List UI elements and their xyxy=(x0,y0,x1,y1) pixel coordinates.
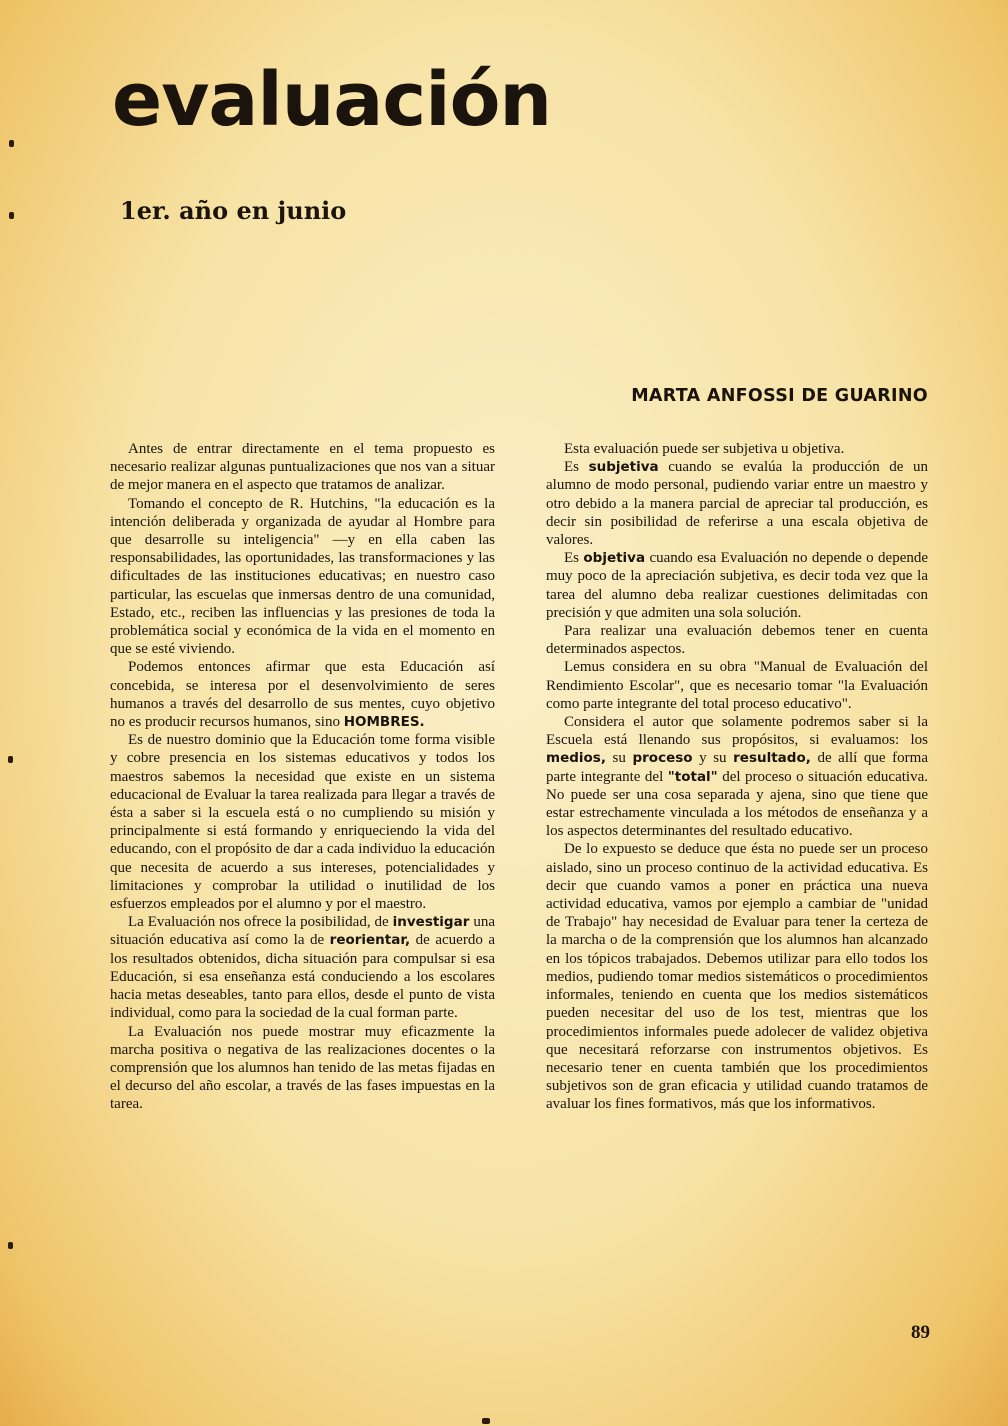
bold-term: medios, xyxy=(546,750,606,767)
page-subtitle: 1er. año en junio xyxy=(120,196,347,225)
bold-term: proceso xyxy=(632,750,693,767)
paragraph: De lo expuesto se deduce que ésta no puede ser un proceso aislado, sino un proceso continuo de la actividad educativa. Es decir que cuando vamos a poner en práctica una nueva actividad educativa, vamos por ejemplo a cambiar de "unidad de Trabajo" hay necesidad de Evaluar para tener la certeza de la marcha o de la comprensión que los alumnos han alcanzado en los tópicos trabajados. Debemos utilizar para ello todos los medios, pudiendo tomar medios sistemáticos o procedimientos informales, teniendo en cuenta que los medios sistemáticos pueden necesitar del uso de los test, mientras que los procedimientos informales puede adolecer de validez objetiva que necesitará reforzarse con instrumentos objetivos. Es necesario tener en cuenta también que los procedimientos subjetivos son de gran eficacia y utilidad cuando tratamos de avaluar los fines formativos, más que los informativos. xyxy=(546,841,928,1113)
margin-speck xyxy=(8,1242,13,1249)
paragraph: Tomando el concepto de R. Hutchins, "la educación es la intención deliberada y organizada de ayudar al Hombre para que desarrolle su inteligencia" —y en ella caben las responsabilidades, las oportunidades, las transformaciones y las dificultades de las instituciones educativas; en nuestro caso particular, las escuelas que inmersas dentro de una comunidad, Estado, etc., reciben las influencias y las presiones de toda la problemática social y económica de la vida en el momento en que se esté viviendo. xyxy=(110,495,495,658)
bold-term: HOMBRES. xyxy=(343,714,425,731)
bold-term: subjetiva xyxy=(588,459,659,476)
paragraph: La Evaluación nos ofrece la posibilidad, de investigar una situación educativa así como la de reorientar, de acuerdo a los resultados obtenidos, dicha situación para compulsar si esa Educación, si esa enseñanza está conduciendo a los escolares hacia metas deseables, tanto para ellos, desde el punto de vista individual, como para la sociedad de la cual forman parte. xyxy=(110,914,495,1022)
margin-speck xyxy=(9,212,14,219)
margin-speck xyxy=(8,756,13,763)
paragraph: Podemos entonces afirmar que esta Educación así concebida, se interesa por el desenvolvimiento de seres humanos a través del desarrollo de sus mentes, cuyo objetivo no es producir recursos humanos, sino HOMBRES. xyxy=(110,659,495,731)
bold-term: investigar xyxy=(392,914,470,931)
margin-speck xyxy=(9,140,14,147)
bold-term: reorientar, xyxy=(329,932,411,949)
left-column xyxy=(110,440,495,1114)
paragraph: Es subjetiva cuando se evalúa la producción de un alumno de modo personal, pudiendo variar entre un maestro y otro debido a la manera parcial de apreciar tal producción, es decir sin posibilidad de referirse a una escala objetiva de valores. xyxy=(546,459,928,549)
page-title: evaluación xyxy=(112,57,552,143)
margin-speck xyxy=(482,1418,490,1424)
author-name: MARTA ANFOSSI DE GUARINO xyxy=(631,386,928,406)
paragraph: Para realizar una evaluación debemos tener en cuenta determinados aspectos. xyxy=(546,623,928,658)
page-number: 89 xyxy=(911,1322,930,1343)
paragraph: Lemus considera en su obra "Manual de Evaluación del Rendimiento Escolar", que es necesario tomar "la Evaluación como parte integrante del total proceso educativo". xyxy=(546,659,928,712)
right-column xyxy=(546,440,928,1114)
bold-term: objetiva xyxy=(583,550,646,567)
bold-term: resultado, xyxy=(733,750,811,767)
paragraph: La Evaluación nos puede mostrar muy eficazmente la marcha positiva o negativa de las realizaciones docentes o la comprensión que los alumnos han tenido de las metas fijadas en el decurso del año escolar, a través de las fases impuestas en la tarea. xyxy=(110,1023,495,1113)
paragraph: Considera el autor que solamente podremos saber si la Escuela está llenando sus propósitos, si evaluamos: los medios, su proceso y su resultado, de allí que forma parte integrante del "total" del proceso o situación educativa. No puede ser una cosa separada y ajena, sino que tiene que estar estrechamente vinculada a los métodos de enseñanza y a los aspectos determinantes del resultado educativo. xyxy=(546,714,928,840)
paragraph: Es de nuestro dominio que la Educación tome forma visible y cobre presencia en los sistemas educativos y todos los maestros sabemos la necesidad que existe en un sistema educacional de Evaluar la tarea realizada para llegar a través de ésta a saber si la escuela está o no cumpliendo su misión y principalmente si está formando y enriqueciendo la vida del educando, con el propósito de dar a cada individuo la educación que necesita de acuerdo a sus intereses, potencialidades y limitaciones y comprobar la utilidad o inutilidad de los esfuerzos empleados por el alumno y por el maestro. xyxy=(110,732,495,913)
paragraph: Antes de entrar directamente en el tema propuesto es necesario realizar algunas puntualizaciones que nos van a situar de mejor manera en el aspecto que tratamos de analizar. xyxy=(110,441,495,494)
paragraph: Es objetiva cuando esa Evaluación no depende o depende muy poco de la apreciación subjetiva, es decir toda vez que la tarea del alumno deba realizar cuestiones delimitadas con precisión y que admiten una sola solución. xyxy=(546,550,929,621)
bold-term: "total" xyxy=(667,768,718,785)
paragraph: Esta evaluación puede ser subjetiva u objetiva. xyxy=(564,441,845,457)
